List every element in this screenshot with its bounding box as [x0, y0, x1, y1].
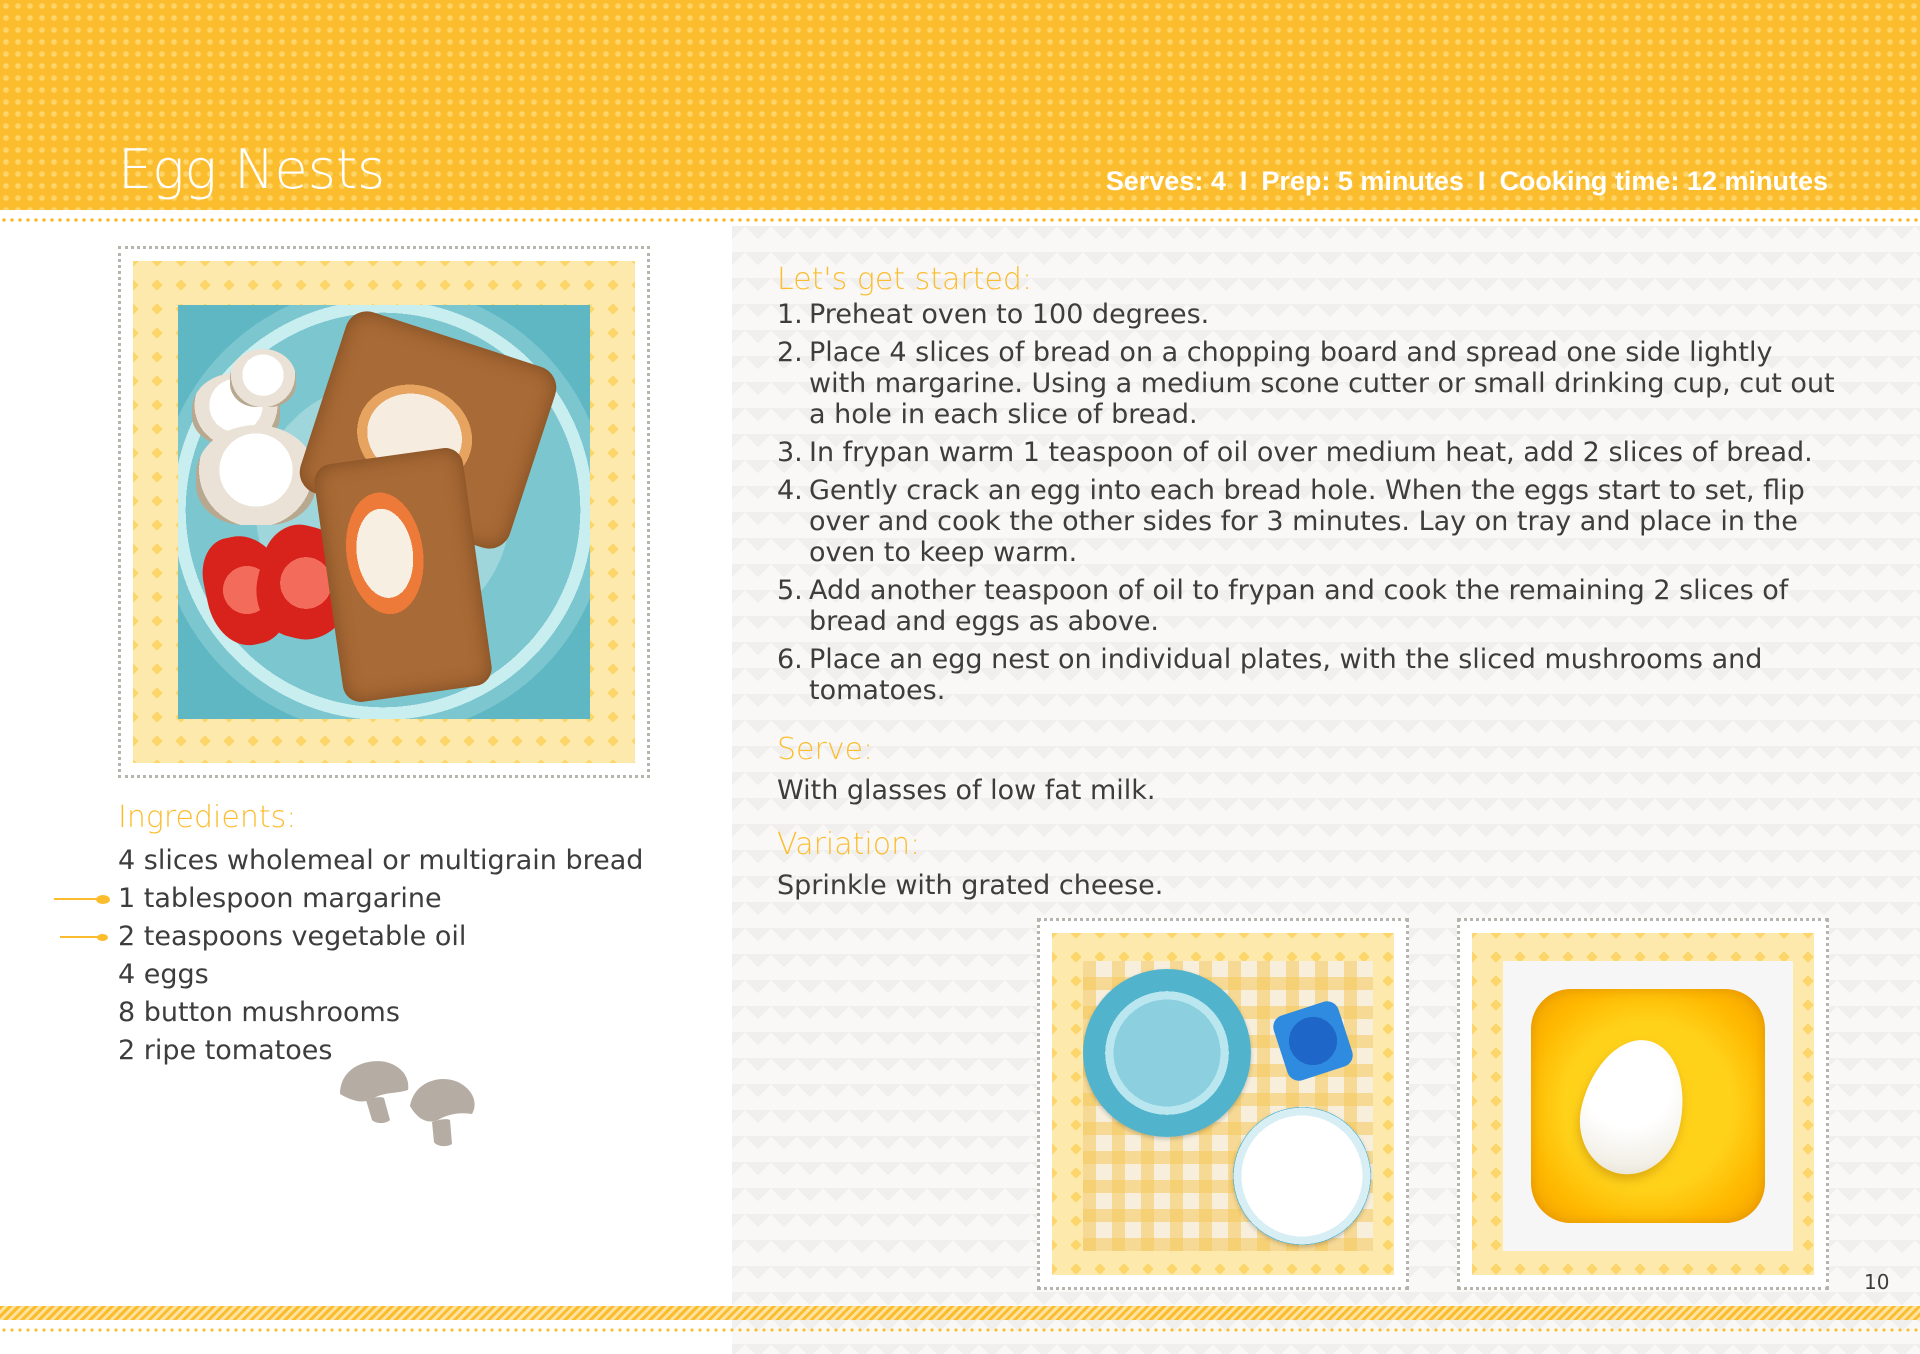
page-number: 10	[1864, 1270, 1890, 1294]
mushroom-slice-graphic	[196, 425, 316, 525]
method-step	[777, 437, 1837, 468]
mushroom-icon	[336, 1054, 486, 1154]
ingredient-item	[118, 918, 643, 956]
ingredient-text: 2 teaspoons vegetable oil	[118, 921, 467, 952]
serves-info: Serves: 4	[1105, 166, 1226, 196]
serve-text: With glasses of low fat milk.	[777, 775, 1156, 806]
egg-bowl-photo	[1503, 961, 1793, 1251]
footer-stripe	[0, 1306, 1920, 1320]
meta-separator: I	[1239, 166, 1248, 196]
variation-heading: Variation:	[777, 827, 921, 862]
ingredient-item: 4 eggs	[118, 959, 209, 990]
blue-cup-graphic	[1270, 998, 1356, 1084]
step-number: 1.	[777, 299, 803, 330]
blue-plate-graphic	[1083, 969, 1251, 1137]
mushroom-slice-graphic	[230, 349, 296, 407]
step-number: 2.	[777, 337, 803, 368]
meta-separator: I	[1477, 166, 1486, 196]
step-number: 5.	[777, 575, 803, 606]
variation-text: Sprinkle with grated cheese.	[777, 870, 1164, 901]
method-step	[777, 575, 1837, 637]
recipe-title: Egg Nests	[118, 138, 386, 201]
ingredient-item: 2 ripe tomatoes	[118, 1035, 333, 1066]
step-number: 4.	[777, 475, 803, 506]
plates-photo	[1083, 961, 1373, 1251]
photo-mat	[133, 261, 635, 763]
ingredient-item: 8 button mushrooms	[118, 997, 400, 1028]
step-number: 3.	[777, 437, 803, 468]
step-text: In frypan warm 1 teaspoon of oil over medium heat, add 2 slices of bread.	[809, 437, 1813, 468]
ingredient-text: 1 tablespoon margarine	[118, 883, 442, 914]
serve-heading: Serve:	[777, 732, 874, 767]
cooking-time-info: Cooking time: 12 minutes	[1499, 166, 1828, 196]
ingredient-item	[118, 880, 643, 918]
egg-bowl-photo-frame	[1457, 918, 1829, 1290]
method-step	[777, 299, 1837, 330]
step-text: Gently crack an egg into each bread hole. When the eggs start to set, flip over and cook the other sides for 3 minutes. Lay on tray and place in the oven to keep warm.	[809, 475, 1805, 568]
step-text: Add another teaspoon of oil to frypan and cook the remaining 2 slices of bread and eggs as above.	[809, 575, 1789, 637]
method-step	[777, 644, 1837, 706]
recipe-meta	[1106, 166, 1828, 197]
main-photo-frame	[118, 246, 650, 778]
footer-dotted-divider	[0, 1328, 1920, 1332]
header-dotted-divider	[0, 218, 1920, 222]
ingredients-heading: Ingredients:	[118, 800, 297, 835]
method-heading: Let's get started:	[777, 262, 1033, 297]
method-step	[777, 337, 1837, 430]
tablespoon-icon	[54, 895, 110, 903]
ingredients-list	[118, 842, 643, 1070]
method-step	[777, 475, 1837, 568]
ingredient-item: 4 slices wholemeal or multigrain bread	[118, 845, 644, 876]
step-text: Preheat oven to 100 degrees.	[809, 299, 1210, 330]
plates-photo-frame	[1037, 918, 1409, 1290]
photo-mat	[1472, 933, 1814, 1275]
prep-info: Prep: 5 minutes	[1261, 166, 1464, 196]
teaspoon-icon	[60, 933, 108, 941]
step-number: 6.	[777, 644, 803, 675]
photo-mat	[1052, 933, 1394, 1275]
method-steps	[777, 299, 1837, 706]
method-section	[777, 262, 1837, 713]
step-text: Place an egg nest on individual plates, with the sliced mushrooms and tomatoes.	[809, 644, 1763, 706]
egg-nest-photo	[178, 305, 590, 719]
white-plate-graphic	[1233, 1107, 1371, 1245]
step-text: Place 4 slices of bread on a chopping board and spread one side lightly with margarine. Using a medium scone cutter or small drinking cup, cut out a hole in each slice of bread.	[809, 337, 1835, 430]
